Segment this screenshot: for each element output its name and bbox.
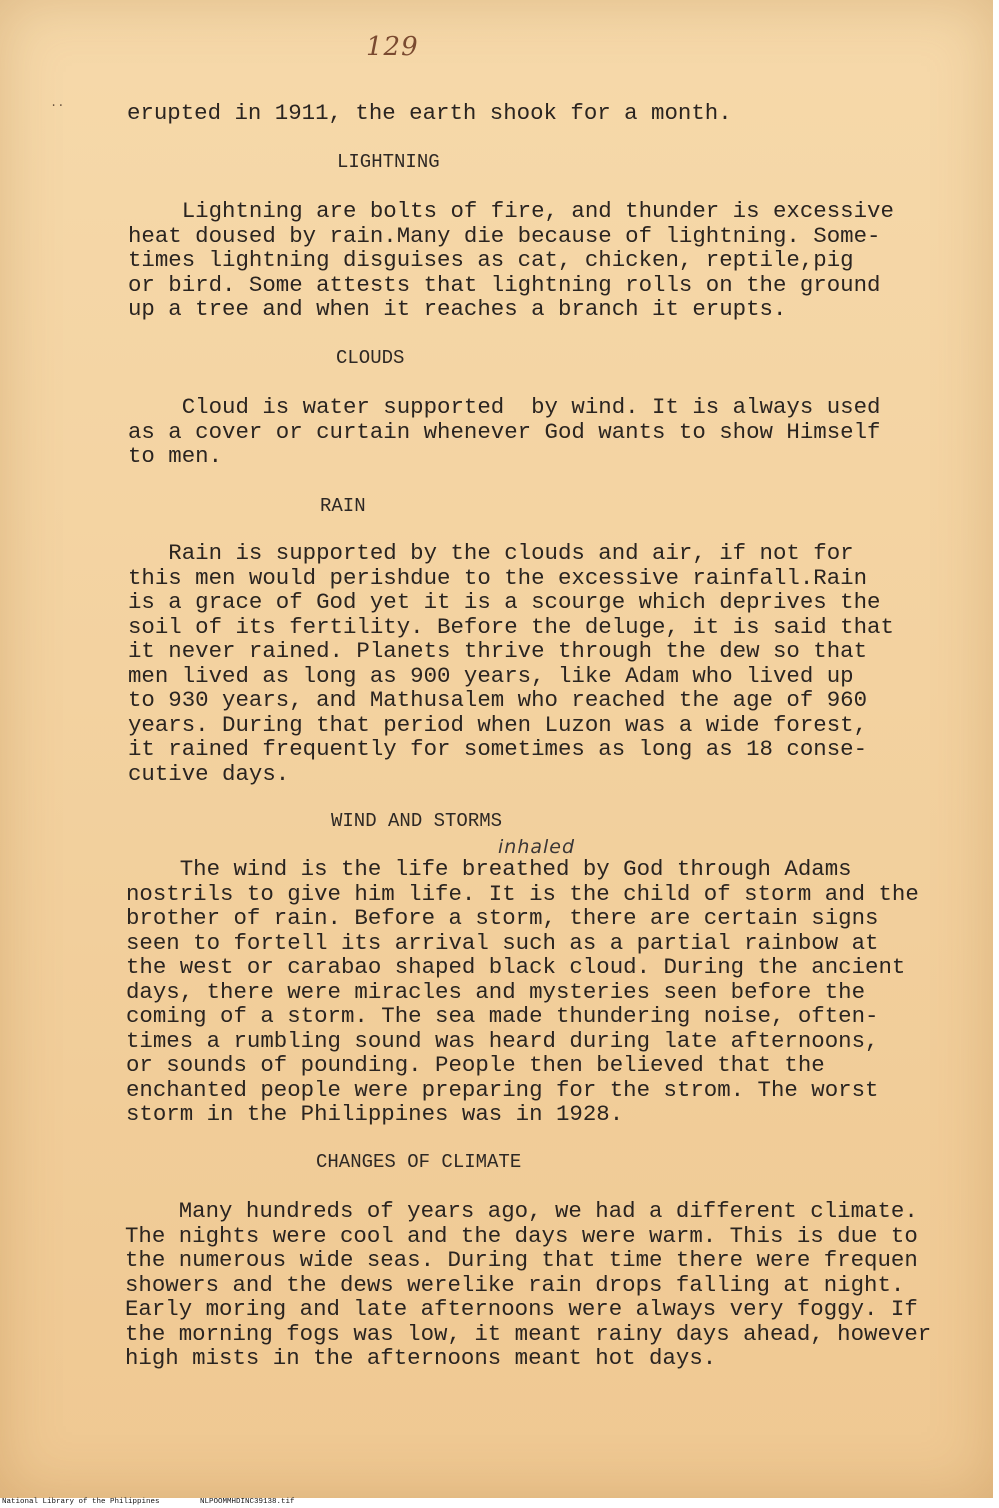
margin-mark: .. [50, 96, 65, 110]
heading-changes-of-climate: CHANGES OF CLIMATE [316, 1151, 522, 1173]
heading-wind-and-storms: WIND AND STORMS [331, 810, 503, 832]
footer-file-name: NLPOOMMHDINC39138.tif [200, 1498, 295, 1506]
scan-footer [0, 1498, 999, 1508]
handwritten-annotation: inhaled [498, 836, 576, 858]
paragraph-lightning: Lightning are bolts of fire, and thunder is excessive heat doused by rain.Many die because of lightning. Some- times lightning disguises as cat, chicken, reptile,pig or bird. Some attests that lightning rolls on the ground up a tree and when it reaches a branch it erupts. [128, 198, 894, 322]
opening-line: erupted in 1911, the earth shook for a month. [127, 100, 732, 126]
footer-library-name: National Library of the Philippines [2, 1498, 160, 1506]
paragraph-rain: Rain is supported by the clouds and air, if not for this men would perishdue to the excessive rainfall.Rain is a grace of God yet it is a scourge which deprives the soil of its fertility. Before the deluge, it is said that it never rained. Planets thrive through the dew so that men lived as long as 900 years, like Adam who lived up to 930 years, and Mathusalem who reached the age of 960 years. During that period when Luzon was a wide forest, it rained frequently for sometimes as long as 18 conse- cutive days. [128, 540, 894, 787]
paragraph-changes-of-climate: Many hundreds of years ago, we had a different climate. The nights were cool and the days were warm. This is due to the numerous wide seas. During that time there were frequen showers and the dews werelike rain drops falling at night. Early moring and late afternoons were always very foggy. If the morning fogs was low, it meant rainy days ahead, however high mists in the afternoons meant hot days. [125, 1198, 932, 1371]
heading-clouds: CLOUDS [336, 347, 405, 369]
page-number: 129 [366, 32, 419, 62]
paragraph-clouds: Cloud is water supported by wind. It is always used as a cover or curtain whenever God wants to show Himself to men. [128, 394, 881, 469]
heading-rain: RAIN [320, 495, 366, 517]
heading-lightning: LIGHTNING [337, 151, 440, 173]
paragraph-wind-and-storms: The wind is the life breathed by God through Adams nostrils to give him life. It is the child of storm and the brother of rain. Before a storm, there are certain signs seen to fortell its arrival such as a partial rainbow at the west or carabao shaped black cloud. During the ancient days, there were miracles and mysteries seen before the coming of a storm. The sea made thundering noise, often- times a rumbling sound was heard during late afternoons, or sounds of pounding. People then believed that the enchanted people were preparing for the strom. The worst storm in the Philippines was in 1928. [126, 856, 919, 1127]
